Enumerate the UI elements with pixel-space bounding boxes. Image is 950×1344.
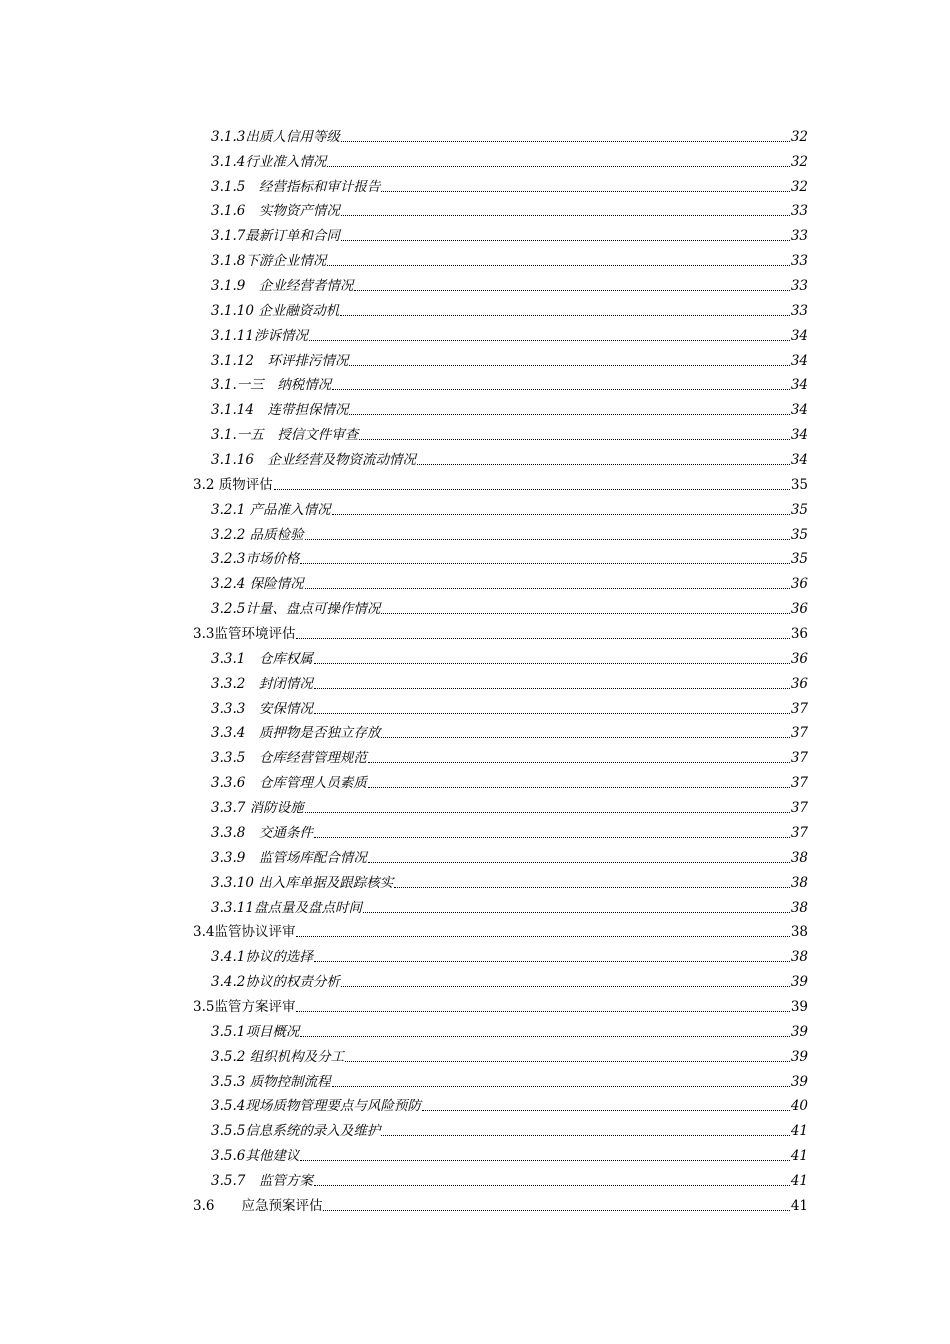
toc-dot-leader [349,413,789,415]
toc-entry[interactable] [0,323,808,348]
toc-entry-title: 3.1.7最新订单和合同 [211,228,340,245]
toc-entry-title: 3.5.1项目概况 [211,1023,300,1040]
toc-entry-page: 36 [790,626,808,643]
toc-dot-leader [363,911,790,913]
toc-entry-page: 37 [790,775,808,792]
toc-entry-title: 3.1.5 经营指标和审计报告 [211,178,381,195]
toc-entry[interactable] [0,1118,808,1143]
toc-entry[interactable] [0,298,808,323]
toc-dot-leader [327,165,789,167]
toc-entry-title: 3.1.4行业准入情况 [211,153,327,170]
toc-dot-leader [300,562,789,564]
toc-entry[interactable] [0,870,808,895]
toc-dot-leader [305,811,790,813]
toc-entry[interactable] [0,422,808,447]
toc-entry[interactable] [0,895,808,920]
toc-entry-page: 34 [790,377,808,394]
toc-entry[interactable] [0,174,808,199]
toc-entry[interactable] [0,447,808,472]
toc-entry-page: 41 [790,1123,808,1140]
toc-entry[interactable] [0,969,808,994]
toc-dot-leader [354,289,789,291]
toc-entry-title: 3.5.3 质物控制流程 [211,1073,331,1090]
toc-dot-leader [381,612,789,614]
toc-entry-title: 3.4.1协议的选择 [211,949,313,966]
toc-entry-title: 3.5.2 组织机构及分工 [211,1048,345,1065]
toc-entry[interactable] [0,1168,808,1193]
toc-entry[interactable] [0,273,808,298]
toc-entry-title: 3.1.3出质人信用等级 [211,128,340,145]
toc-dot-leader [381,190,789,192]
toc-entry-title: 3.4.2协议的权责分析 [211,974,340,991]
toc-entry-title: 3.1.一三 纳税情况 [211,377,332,394]
toc-entry-page: 35 [790,526,808,543]
toc-entry[interactable] [0,397,808,422]
toc-dot-leader [368,761,790,763]
toc-entry[interactable] [0,795,808,820]
toc-entry-title: 3.2.2 品质检验 [211,526,304,543]
toc-entry-page: 34 [790,427,808,444]
toc-entry-title: 3.1.16 企业经营及物资流动情况 [211,452,416,469]
toc-entry[interactable] [0,223,808,248]
toc-entry-title: 3.1.12 环评排污情况 [211,352,349,369]
toc-entry-title: 3.4监管协议评审 [193,924,296,941]
toc-entry[interactable] [0,994,808,1019]
toc-entry-page: 35 [790,551,808,568]
toc-entry-title: 3.3.6 仓库管理人员素质 [211,775,367,792]
toc-entry-page: 33 [790,203,808,220]
toc-dot-leader [340,314,790,316]
toc-dot-leader [381,736,789,738]
toc-entry-page: 34 [790,452,808,469]
toc-dot-leader [314,1184,790,1186]
toc-entry-page: 33 [790,278,808,295]
toc-dot-leader [368,861,790,863]
toc-dot-leader [305,587,790,589]
toc-entry[interactable] [0,621,808,646]
toc-entry-title: 3.1.6 实物资产情况 [211,203,340,220]
toc-dot-leader [341,239,790,241]
toc-entry[interactable] [0,497,808,522]
toc-entry-page: 33 [790,253,808,270]
toc-entry-page: 39 [790,998,808,1015]
toc-entry-page: 41 [790,1197,808,1214]
toc-dot-leader [345,1060,790,1062]
toc-entry-title: 3.3.3 安保情况 [211,700,313,717]
toc-entry-page: 35 [790,476,808,493]
toc-entry-title: 3.3监管环境评估 [193,626,296,643]
toc-entry-page: 32 [790,178,808,195]
toc-entry[interactable] [0,596,808,621]
toc-entry[interactable] [0,820,808,845]
toc-entry[interactable] [0,248,808,273]
toc-dot-leader [305,538,790,540]
toc-entry-page: 36 [790,650,808,667]
toc-entry[interactable] [0,571,808,596]
toc-dot-leader [296,935,789,937]
toc-entry[interactable] [0,124,808,149]
toc-dot-leader [332,1085,790,1087]
toc-dot-leader [341,214,790,216]
toc-entry[interactable] [0,920,808,945]
toc-dot-leader [314,836,790,838]
toc-dot-leader [314,712,790,714]
toc-dot-leader [300,1035,789,1037]
toc-dot-leader [368,786,790,788]
toc-dot-leader [300,1159,789,1161]
toc-entry-page: 32 [790,153,808,170]
toc-entry[interactable] [0,1094,808,1119]
toc-entry-page: 36 [790,601,808,618]
toc-entry-title: 3.3.9 监管场库配合情况 [211,849,367,866]
toc-entry-title: 3.6 应急预案评估 [193,1197,323,1214]
toc-entry-page: 39 [790,1048,808,1065]
toc-entry-title: 3.1.10 企业融资动机 [211,302,340,319]
toc-entry-page: 38 [790,849,808,866]
toc-dot-leader [314,662,790,664]
toc-entry[interactable] [0,348,808,373]
toc-entry-title: 3.5.4现场质物管理要点与风险预防 [211,1098,421,1115]
toc-entry-title: 3.2.4 保险情况 [211,576,304,593]
toc-entry-title: 3.5.7 监管方案 [211,1172,313,1189]
toc-entry-page: 32 [790,128,808,145]
toc-entry-title: 3.1.9 企业经营者情况 [211,278,354,295]
toc-dot-leader [359,438,790,440]
toc-entry-page: 36 [790,576,808,593]
toc-dot-leader [341,140,790,142]
toc-entry-page: 33 [790,228,808,245]
toc-entry-page: 40 [790,1098,808,1115]
toc-entry[interactable] [0,149,808,174]
toc-entry[interactable] [0,522,808,547]
toc-entry-page: 33 [790,302,808,319]
toc-dot-leader [296,1010,789,1012]
toc-dot-leader [417,463,790,465]
toc-entry-title: 3.2.1 产品准入情况 [211,501,331,518]
toc-entry-page: 38 [790,899,808,916]
toc-entry-page: 35 [790,501,808,518]
toc-entry-title: 3.3.1 仓库权属 [211,650,313,667]
toc-entry-page: 37 [790,824,808,841]
toc-entry[interactable] [0,472,808,497]
toc-entry[interactable] [0,721,808,746]
toc-entry[interactable] [0,944,808,969]
toc-entry-title: 3.3.5 仓库经营管理规范 [211,750,367,767]
table-of-contents [0,124,950,1218]
toc-entry[interactable] [0,696,808,721]
toc-entry[interactable] [0,547,808,572]
toc-entry-title: 3.3.8 交通条件 [211,824,313,841]
toc-entry-page: 41 [790,1148,808,1165]
toc-entry-page: 41 [790,1172,808,1189]
toc-entry-title: 3.3.7 消防设施 [211,800,304,817]
toc-entry-page: 38 [790,949,808,966]
toc-entry[interactable] [0,373,808,398]
toc-entry-title: 3.1.14 连带担保情况 [211,402,349,419]
toc-entry-page: 34 [790,327,808,344]
toc-entry[interactable] [0,1143,808,1168]
toc-entry-title: 3.1.11涉诉情况 [211,327,308,344]
toc-dot-leader [341,985,790,987]
toc-dot-leader [274,488,790,490]
toc-entry-page: 39 [790,974,808,991]
toc-entry-page: 34 [790,352,808,369]
toc-entry-title: 3.2.5计量、盘点可操作情况 [211,601,381,618]
toc-entry-page: 38 [790,874,808,891]
toc-entry-title: 3.2.3市场价格 [211,551,300,568]
toc-entry-title: 3.2 质物评估 [193,476,273,493]
toc-entry-page: 37 [790,750,808,767]
toc-entry[interactable] [0,1019,808,1044]
toc-entry[interactable] [0,199,808,224]
toc-dot-leader [332,388,790,390]
toc-entry-page: 34 [790,402,808,419]
toc-dot-leader [394,886,790,888]
toc-entry[interactable] [0,1069,808,1094]
toc-entry-page: 38 [790,924,808,941]
toc-entry-title: 3.3.10 出入库单据及跟踪核实 [211,874,394,891]
toc-entry-title: 3.1.一五 授信文件审查 [211,427,359,444]
toc-entry[interactable] [0,1044,808,1069]
toc-entry[interactable] [0,745,808,770]
toc-entry[interactable] [0,770,808,795]
toc-entry-title: 3.3.4 质押物是否独立存放 [211,725,381,742]
toc-entry-title: 3.1.8下游企业情况 [211,253,327,270]
toc-dot-leader [332,513,790,515]
toc-dot-leader [381,1134,789,1136]
toc-entry-title: 3.5.6其他建议 [211,1148,300,1165]
toc-entry[interactable] [0,671,808,696]
toc-dot-leader [309,339,790,341]
toc-entry-title: 3.5监管方案评审 [193,998,296,1015]
toc-entry-title: 3.5.5信息系统的录入及维护 [211,1123,381,1140]
toc-entry-title: 3.3.2 封闭情况 [211,675,313,692]
toc-entry-page: 37 [790,800,808,817]
toc-entry-page: 39 [790,1023,808,1040]
toc-dot-leader [323,1209,789,1211]
toc-dot-leader [314,960,790,962]
toc-entry-page: 37 [790,725,808,742]
toc-entry-page: 39 [790,1073,808,1090]
toc-entry-title: 3.3.11盘点量及盘点时间 [211,899,362,916]
toc-dot-leader [296,637,789,639]
toc-entry[interactable] [0,1193,808,1218]
toc-dot-leader [327,264,789,266]
toc-entry[interactable] [0,845,808,870]
toc-dot-leader [349,364,789,366]
toc-dot-leader [422,1109,790,1111]
toc-dot-leader [314,687,790,689]
toc-entry[interactable] [0,646,808,671]
toc-entry-page: 36 [790,675,808,692]
toc-entry-page: 37 [790,700,808,717]
